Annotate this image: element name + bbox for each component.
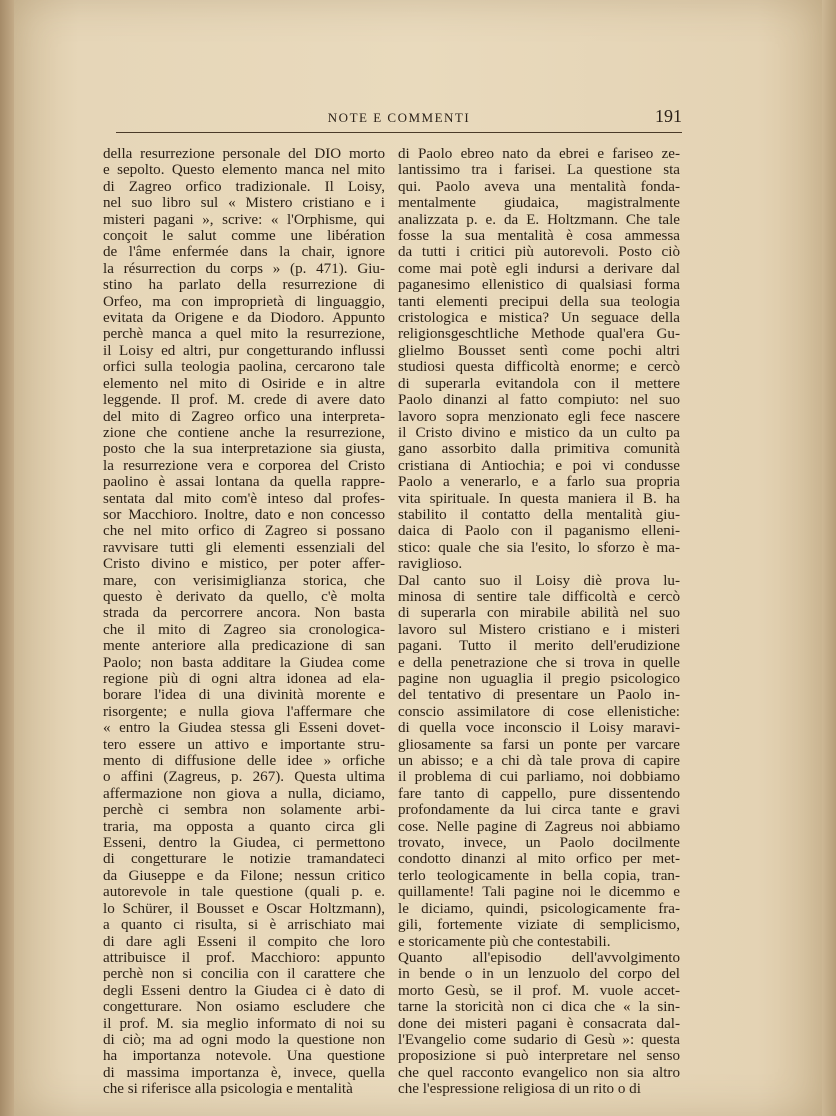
text-line: sor Macchioro. Inoltre, dato e non concesso — [103, 506, 385, 523]
text-line: morto Gesù, se il prof. M. vuole accet- — [398, 982, 680, 999]
text-line: e della penetrazione che si trova in quelle — [398, 654, 680, 671]
text-line: questo è derivato da quello, c'è molta — [103, 588, 385, 605]
text-line: Cristo divino e mistico, per poter affer- — [103, 556, 385, 573]
text-line: la résurrection du corps » (p. 471). Giu- — [103, 260, 385, 277]
text-line: e sepolto. Questo elemento manca nel mito — [103, 162, 385, 179]
text-line: da Giuseppe e da Filone; nessun critico — [103, 867, 385, 884]
text-line: fare tanto di cappello, pure dissentendo — [398, 785, 680, 802]
text-line: attribuisce il prof. Macchioro: appunto — [103, 949, 385, 966]
text-line: religionsgeschtliche Methode qual'era Gu- — [398, 326, 680, 343]
text-line: che nel mito orfico di Zagreo si possano — [103, 523, 385, 540]
text-line: Orfeo, ma con improprietà di linguaggio, — [103, 293, 385, 310]
text-line: condotto dinanzi al mito orfico per met- — [398, 851, 680, 868]
text-line: Quanto all'episodio dell'avvolgimento — [398, 949, 680, 966]
text-line: ha importanza notevole. Una questione — [103, 1048, 385, 1065]
text-line: pagani. Tutto il merito dell'erudizione — [398, 638, 680, 655]
text-line: come mai potè egli indursi a derivare dal — [398, 260, 680, 277]
text-line: del tentativo di presentare un Paolo in- — [398, 687, 680, 704]
text-line: e storicamente più che contestabili. — [398, 933, 611, 950]
text-line: di dare agli Esseni il compito che loro — [103, 933, 385, 950]
text-line: da tutti i critici più autorevoli. Posto ciò — [398, 244, 680, 261]
text-line: che quel racconto evangelico non sia altro — [398, 1064, 680, 1081]
text-line: fosse la sua mentalità è cosa ammessa — [398, 228, 680, 245]
text-line: studiosi questa difficoltà enorme; e cercò — [398, 359, 680, 376]
text-line: gano assorbito dalla primitiva comunità — [398, 441, 680, 458]
text-line: Dal canto suo il Loisy diè prova lu- — [398, 572, 680, 589]
running-head — [116, 104, 682, 133]
text-line: di Paolo ebreo nato da ebrei e fariseo ze- — [398, 146, 680, 162]
text-line: lavoro sopra menzionato egli fece nascere — [398, 408, 680, 425]
text-line: lavoro sul Mistero cristiano e i misteri — [398, 621, 680, 638]
text-line: di superarla evitandola con il mettere — [398, 375, 680, 392]
text-line: conscio assimilatore di cose ellenistiche: — [398, 703, 680, 720]
text-line: zione che contiene anche la resurrezione, — [103, 424, 385, 441]
text-line: Paolo dinanzi al fatto compiuto: nel suo — [398, 392, 680, 409]
text-line: o affini (Zagreus, p. 267). Questa ultima — [103, 769, 385, 786]
text-line: sentata dal mito com'è inteso dal profes- — [103, 490, 385, 507]
text-line: la resurrezione vera e corporea del Cristo — [103, 457, 385, 474]
text-line: in bende o in un lenzuolo del corpo del — [398, 966, 680, 983]
text-line: tanti elementi precipui della sua teologia — [398, 293, 680, 310]
text-line: raviglioso. — [398, 556, 463, 573]
text-line: di Zagreo orfico tradizionale. Il Loisy, — [103, 178, 385, 195]
text-line: di congetturare le notizie tramandateci — [103, 851, 385, 868]
text-line: stico: quale che sia l'esito, lo sforzo è ma- — [398, 539, 680, 556]
text-line: perchè manca a quel mito la resurrezione, — [103, 326, 385, 343]
text-line: a quanto ci risulta, si è arrischiato mai — [103, 917, 385, 934]
text-line: daica di Paolo con il paganismo elleni- — [398, 523, 680, 540]
text-line: strada da percorrere ancora. Non basta — [103, 605, 385, 622]
text-line: di ciò; ma ad ogni modo la questione non — [103, 1031, 385, 1048]
text-line: perchè non si concilia con il carattere che — [103, 966, 385, 983]
text-line: borare l'idea di una divinità morente e — [103, 687, 385, 704]
text-line: profondamente da lui circa tante e gravi — [398, 802, 680, 819]
text-line: ravvisare tutti gli elementi essenziali del — [103, 539, 385, 556]
text-line: che l'espressione religiosa di un rito o di — [398, 1081, 641, 1098]
text-line: Paolo a venerarlo, e a farlo sua propria — [398, 474, 680, 491]
text-line: proposizione si può interpretare nel senso — [398, 1048, 680, 1065]
text-line: un abisso; e a chi dà tale prova di capire — [398, 753, 680, 770]
text-line: del mito di Zagreo orfico una interpreta- — [103, 408, 385, 425]
text-line: degli Esseni dentro la Giudea ci è dato di — [103, 982, 385, 999]
text-line: leggende. Il prof. M. crede di avere dato — [103, 392, 385, 409]
text-line: mare, con verisimiglianza storica, che — [103, 572, 385, 589]
text-line: il prof. M. sia meglio informato di noi su — [103, 1015, 385, 1032]
text-line: nel suo libro sul « Mistero cristiano e i — [103, 195, 385, 212]
text-line: stabilito il contatto della mentalità giu- — [398, 506, 680, 523]
text-line: Esseni, dentro la Giudea, ci permettono — [103, 835, 385, 852]
text-line: tarne la storicità non ci dica che « la sin- — [398, 999, 680, 1016]
text-line: traria, ma opposta a quanto circa gli — [103, 818, 385, 835]
text-line: « entro la Giudea stessa gli Esseni dovet- — [103, 720, 385, 737]
text-line: affermazione non giova a nulla, diciamo, — [103, 785, 385, 802]
text-line: autorevole in tale questione (quali p. e. — [103, 884, 385, 901]
text-line: mente anteriore alla predicazione di san — [103, 638, 385, 655]
page-left-edge — [0, 0, 14, 1116]
text-line: il Loisy ed altri, pur congetturando influssi — [103, 342, 385, 359]
text-line: evitata da Origene e da Diodoro. Appunto — [103, 310, 385, 327]
running-title: NOTE E COMMENTI — [327, 110, 471, 125]
text-line: minosa di sentire tale difficoltà e cercò — [398, 588, 680, 605]
text-line: conçoit le salut comme une libération — [103, 228, 385, 245]
text-line: che il mito di Zagreo sia cronologica- — [103, 621, 385, 638]
text-line: tero essere un attivo e importante stru- — [103, 736, 385, 753]
text-line: Paolo; non basta additare la Giudea come — [103, 654, 385, 671]
page-number: 191 — [655, 106, 682, 126]
text-line: congetturare. Non osiamo escludere che — [103, 999, 385, 1016]
text-line: terlo teologicamente in bella copia, tran- — [398, 867, 680, 884]
text-line: di superarla con mirabile abilità nel suo — [398, 605, 680, 622]
text-line: cose. Nelle pagine di Zagreus noi abbiamo — [398, 818, 680, 835]
text-line: regione più di ogni altra idonea ad ela- — [103, 671, 385, 687]
page-right-edge — [822, 0, 836, 1116]
text-line: qui. Paolo aveva una mentalità fonda- — [398, 178, 680, 195]
text-line: risorgente; e nulla giova l'affermare che — [103, 703, 385, 720]
text-line: il problema di cui parliamo, noi dobbiamo — [398, 769, 680, 786]
text-line: posto che la sua interpretazione sia giusta, — [103, 441, 385, 458]
text-line: mento di diffusione delle idee » orfiche — [103, 753, 385, 770]
text-line: paolino è assai lontana da quella rappre- — [103, 474, 385, 491]
text-line: quillamente! Tali pagine noi le dicemmo e — [398, 884, 680, 901]
text-line: di massima importanza è, invece, quella — [103, 1064, 385, 1081]
right-column — [398, 146, 680, 1098]
text-line: paganesimo ellenistico di qualsiasi forma — [398, 277, 680, 294]
text-line: cristologica e mistica? Un seguace della — [398, 310, 680, 327]
text-line: glielmo Bousset sentì come pochi altri — [398, 342, 680, 359]
text-line: orfici sulla teologia paolina, cercarono tale — [103, 359, 385, 376]
text-line: analizzata p. e. da E. Holtzmann. Che tale — [398, 211, 680, 228]
text-line: elemento nel mito di Osiride e in altre — [103, 375, 385, 392]
text-line: misteri pagani », scrive: « l'Orphisme, qui — [103, 211, 385, 228]
text-line: della resurrezione personale del DIO morto — [103, 146, 385, 162]
text-line: mentalmente giudaica, magistralmente — [398, 195, 680, 212]
text-line: gili, fortemente viziate di semplicismo, — [398, 917, 680, 934]
text-line: lantissimo tra i farisei. La questione sta — [398, 162, 680, 179]
text-line: done dei misteri pagani è consacrata dal- — [398, 1015, 680, 1032]
text-line: stino ha parlato della resurrezione di — [103, 277, 385, 294]
text-line: pagine non uguaglia il pregio psicologico — [398, 671, 680, 687]
left-column — [103, 146, 385, 1098]
text-line: di quella voce inconscio il Loisy maravi- — [398, 720, 680, 737]
text-line: lo Schürer, il Bousset e Oscar Holtzmann), — [103, 900, 385, 917]
text-line: che si riferisce alla psicologia e mentalità — [103, 1081, 353, 1098]
text-line: trovato, invece, un Paolo docilmente — [398, 835, 680, 852]
text-line: vita spirituale. In questa maniera il B. ha — [398, 490, 680, 507]
text-line: perchè ci sembra non solamente arbi- — [103, 802, 385, 819]
text-line: gliosamente sa farsi un ponte per varcare — [398, 736, 680, 753]
text-line: l'Evangelio come sudario di Gesù »: questa — [398, 1031, 680, 1048]
text-line: de l'âme enfermée dans la chair, ignore — [103, 244, 385, 261]
text-line: il Cristo divino e mistico da un culto pa — [398, 424, 680, 441]
text-line: le diciamo, quindi, psicologicamente fra- — [398, 900, 680, 917]
text-line: cristiana di Antiochia; e poi vi condusse — [398, 457, 680, 474]
